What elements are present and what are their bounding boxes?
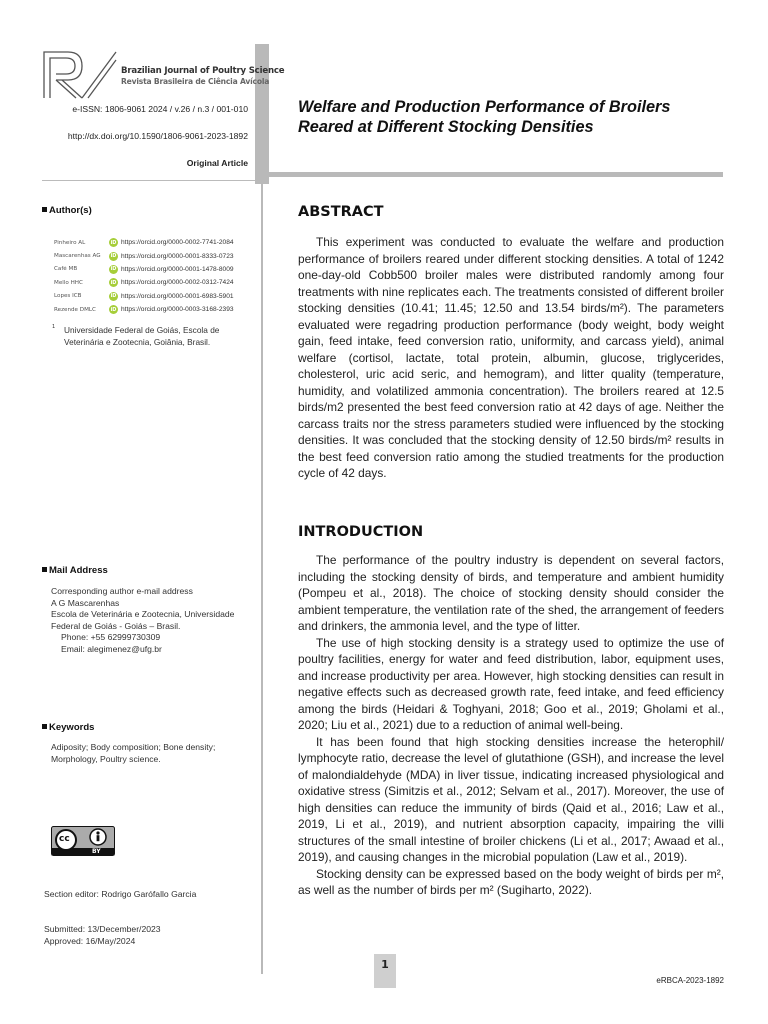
header-rule [255,172,723,177]
mail-heading: Mail Address [42,565,108,576]
author-name: Lopes ICB [54,293,82,300]
author-name: Pinheiro AL [54,239,86,246]
mail-author: A G Mascarenhas [51,597,120,608]
author-list [54,236,259,316]
decorative-vertical-bar [255,44,269,184]
orcid-icon: iD [110,306,117,313]
article-type: Original Article [186,158,248,168]
author-row [54,236,259,249]
by-label: BY [92,848,101,855]
orcid-link[interactable]: https://orcid.org/0000-0002-0312-7424 [121,279,234,287]
author-row [54,249,259,262]
keywords-text: Adiposity; Body composition; Bone density; Morphology, Poultry science. [51,742,216,764]
cc-by-icon[interactable] [51,826,115,856]
orcid-icon: iD [110,279,117,286]
affiliation: Universidade Federal de Goiás, Escola de Veterinária e Zootecnia, Goiânia, Brasil. [64,325,220,347]
intro-paragraph: The use of high stocking density is a strategy used to optimize the use of poultry facilities, energy for water and feed distribution, labor, equipment uses, and increase productivity per area. However, high stocking densities can result in negative effects such as decreased growth rate, feed intake, and feed efficiency among the birds (Heidari & Toghyani, 2018; Goo et al., 2019; Gholami et al., 2020; Liu et al., 2021) due to a reduction of animal well-being. [298,635,724,732]
doi-link[interactable]: http://dx.doi.org/10.1590/1806-9061-2023-1892 [67,131,248,141]
submitted-date: Submitted: 13/December/2023 [44,924,161,934]
mail-email[interactable]: Email: alegimenez@ufg.br [61,643,162,654]
author-name: Mascarenhas AG [54,253,101,260]
author-row [54,290,259,303]
orcid-link[interactable]: https://orcid.org/0000-0001-8333-0723 [121,252,234,260]
intro-paragraph: It has been found that high stocking densities increase the heterophil/ lymphocyte ratio, decrease the level of glutathione (GSH), and increase the level of malondialdehyde (MDA) in liver tissue, indicating increased physiological and oxidative stress (Simitzis et al., 2012; Selvam et al., 2017). Moreover, the use of high densities can reduce the immunity of birds (Qaid et al., 2016; Law et al., 2019, Li et al., 2019), and nutrient absorption capacity, impairing the villi structures of the small intestine of broiler chickens (Li et al., 2017; Awaad et al., 2019), and causing changes in the microbial population (Law et al., 2019). [298,734,724,864]
orcid-icon: iD [110,266,117,273]
orcid-icon: iD [110,293,117,300]
column-divider [261,184,263,974]
mail-address [51,586,261,655]
orcid-link[interactable]: https://orcid.org/0000-0001-6983-5901 [121,292,234,300]
author-name: Rezende DMLC [54,306,96,313]
journal-logo-icon [42,48,118,100]
author-row [54,263,259,276]
mail-line: Corresponding author e-mail address [51,586,193,596]
article-title: Welfare and Production Performance of Broilers Reared at Different Stocking Densities [298,98,671,136]
dates [44,924,161,947]
orcid-icon: iD [110,239,117,246]
introduction-body [298,552,724,899]
intro-paragraph: The performance of the poultry industry is dependent on several factors, including the stocking density of birds, and temperature and ambient humidity (Pompeu et al., 2018). The choice of stocking density should consider the ambient temperature, the ventilation rate of the shed, the arrangement of feeders and drinkers, the ammonia level, and the type of litter. [298,553,724,633]
orcid-link[interactable]: https://orcid.org/0000-0001-1478-8009 [121,265,234,273]
affiliation-mark: 1 [52,324,56,330]
journal-name: Brazilian Journal of Poultry Science [121,66,285,76]
issn-line: e-ISSN: 1806-9061 2024 / v.26 / n.3 / 001-010 [72,104,248,114]
left-header-rule [42,180,255,181]
authors-heading: Author(s) [42,205,92,216]
approved-date: Approved: 16/May/2024 [44,935,136,946]
abstract-text: This experiment was conducted to evaluate the welfare and production performance of broilers reared under different stocking densities. A total of 1242 one-day-old Cobb500 broiler males were distributed randomly among four treatments with nine replicates each. The treatments consisted of different broiler stocking densities (10.41; 11.45; 12.50 and 13.54 birds/m²). The parameters evaluated were regadring production performance (body weight, body weight gain, feed intake, feed conversion ratio, uniformity, and carcass yield), animal welfare (cortisol, lactate, total protein, albumin, glucose, triglycerides, cholesterol, uric acid seric, and hemogram), and litter quality (temperature, humidity, and volatilized ammonia concentration). The broilers reared at 12.5 birds/m2 presented the best feed conversion ratio at 42 days of age. Neither the carcass traits nor the stress parameters studied were influenced by the stocking densities. It was concluded that the stocking density of 12.50 birds/m² results in the best feed conversion ratio among the studied treatments for the production cycle of 42 days. [298,235,724,480]
intro-paragraph: Stocking density can be expressed based on the body weight of birds per m², as well as the number of birds per m² (Sugiharto, 2022). [298,866,724,897]
abstract-body [298,234,724,482]
page-number: 1 [381,958,389,971]
author-row [54,276,259,289]
section-editor: Section editor: Rodrigo Garófallo Garcia [44,889,197,899]
keywords-heading: Keywords [42,722,94,733]
footer-code: eRBCA-2023-1892 [656,976,724,985]
author-name: Café MB [54,266,78,273]
mail-institution: Escola de Veterinária e Zootecnia, Universidade Federal de Goiás - Goiás – Brasil. [51,609,235,631]
orcid-icon: iD [110,253,117,260]
orcid-link[interactable]: https://orcid.org/0000-0003-3168-2393 [121,306,234,314]
cc-label: cc [59,834,70,844]
introduction-heading: INTRODUCTION [298,524,424,540]
author-row [54,303,259,316]
author-name: Mello HHC [54,279,83,286]
journal-subtitle: Revista Brasileira de Ciência Avícola [121,77,270,86]
abstract-heading: ABSTRACT [298,204,384,220]
orcid-link[interactable]: https://orcid.org/0000-0002-7741-2084 [121,239,234,247]
mail-phone: Phone: +55 62999730309 [61,632,161,642]
